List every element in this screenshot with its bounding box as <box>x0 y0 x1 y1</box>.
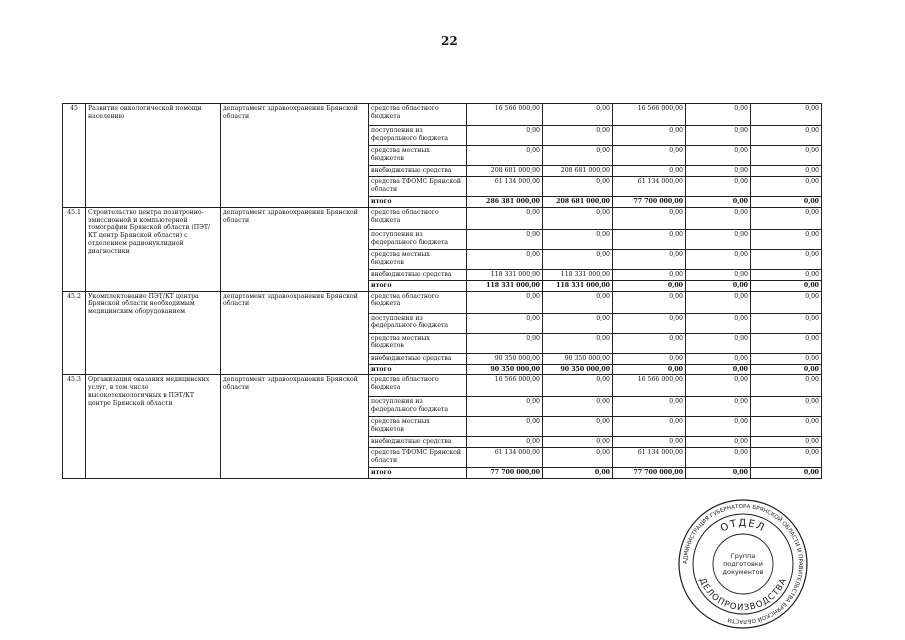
amount-cell: 0,00 <box>467 229 543 249</box>
stamp-center-line3: документов <box>722 568 764 576</box>
amount-cell: 0,00 <box>751 207 822 229</box>
amount-cell: 0,00 <box>751 229 822 249</box>
amount-cell: 0,00 <box>613 249 686 269</box>
amount-cell: 0,00 <box>467 291 543 313</box>
amount-cell: 77 700 000,00 <box>613 468 686 479</box>
item-name: Укомплектование ПЭТ/КТ центра Брянской области необходимым медицинским оборудованием <box>86 291 221 375</box>
amount-cell: 208 681 000,00 <box>543 197 613 208</box>
amount-cell: 0,00 <box>686 177 751 197</box>
table-row <box>63 104 822 126</box>
funding-source: внебюджетные средства <box>369 269 467 280</box>
amount-cell: 16 566 000,00 <box>613 104 686 126</box>
amount-cell: 0,00 <box>543 333 613 353</box>
funding-source: поступления из федерального бюджета <box>369 126 467 146</box>
amount-cell: 0,00 <box>686 375 751 397</box>
table-row <box>63 207 822 229</box>
amount-cell: 0,00 <box>751 313 822 333</box>
funding-source: средства местных бюджетов <box>369 146 467 166</box>
amount-cell: 0,00 <box>467 249 543 269</box>
amount-cell: 0,00 <box>751 448 822 468</box>
amount-cell: 0,00 <box>751 353 822 364</box>
amount-cell: 0,00 <box>613 291 686 313</box>
amount-cell: 16 566 000,00 <box>467 375 543 397</box>
amount-cell: 0,00 <box>467 146 543 166</box>
amount-cell: 118 331 000,00 <box>467 269 543 280</box>
amount-cell: 0,00 <box>686 333 751 353</box>
amount-cell: 0,00 <box>467 313 543 333</box>
amount-cell: 0,00 <box>751 280 822 291</box>
funding-source: внебюджетные средства <box>369 437 467 448</box>
amount-cell: 0,00 <box>467 397 543 417</box>
amount-cell: 0,00 <box>686 448 751 468</box>
amount-cell: 0,00 <box>686 166 751 177</box>
amount-cell: 0,00 <box>751 364 822 375</box>
amount-cell: 0,00 <box>751 375 822 397</box>
stamp-center-line2: подготовки <box>723 560 763 568</box>
stamp-center-line1: Группа <box>730 552 756 560</box>
item-executor: департамент здравоохранения Брянской области <box>221 291 369 375</box>
funding-source: средства ТФОМС Брянской области <box>369 448 467 468</box>
page-number: 22 <box>441 34 458 48</box>
amount-cell: 0,00 <box>613 166 686 177</box>
amount-cell: 16 566 000,00 <box>467 104 543 126</box>
amount-cell: 0,00 <box>613 126 686 146</box>
amount-cell: 0,00 <box>543 448 613 468</box>
amount-cell: 0,00 <box>467 417 543 437</box>
item-number: 45.2 <box>63 291 86 375</box>
amount-cell: 61 134 000,00 <box>613 177 686 197</box>
funding-source: итого <box>369 468 467 479</box>
amount-cell: 0,00 <box>686 468 751 479</box>
amount-cell: 0,00 <box>543 468 613 479</box>
amount-cell: 0,00 <box>751 333 822 353</box>
amount-cell: 0,00 <box>686 197 751 208</box>
funding-source: средства областного бюджета <box>369 375 467 397</box>
amount-cell: 0,00 <box>686 417 751 437</box>
amount-cell: 0,00 <box>543 437 613 448</box>
amount-cell: 0,00 <box>686 353 751 364</box>
amount-cell: 0,00 <box>613 313 686 333</box>
budget-table <box>62 103 822 479</box>
item-number: 45 <box>63 104 86 208</box>
funding-source: средства областного бюджета <box>369 291 467 313</box>
amount-cell: 118 331 000,00 <box>543 280 613 291</box>
amount-cell: 0,00 <box>543 397 613 417</box>
amount-cell: 0,00 <box>543 375 613 397</box>
amount-cell: 0,00 <box>613 229 686 249</box>
amount-cell: 0,00 <box>686 146 751 166</box>
amount-cell: 0,00 <box>467 207 543 229</box>
amount-cell: 0,00 <box>613 364 686 375</box>
amount-cell: 0,00 <box>543 313 613 333</box>
amount-cell: 0,00 <box>686 364 751 375</box>
item-number: 45.3 <box>63 375 86 479</box>
funding-source: поступления из федерального бюджета <box>369 313 467 333</box>
amount-cell: 77 700 000,00 <box>613 197 686 208</box>
amount-cell: 0,00 <box>543 249 613 269</box>
amount-cell: 0,00 <box>686 269 751 280</box>
table-row <box>63 375 822 397</box>
funding-source: средства местных бюджетов <box>369 417 467 437</box>
item-name: Организация оказания медицинских услуг, в том числе высокотехнологичных в ПЭТ/КТ центре Брянской области <box>86 375 221 479</box>
funding-source: итого <box>369 280 467 291</box>
amount-cell: 0,00 <box>751 146 822 166</box>
amount-cell: 0,00 <box>751 249 822 269</box>
amount-cell: 0,00 <box>686 126 751 146</box>
funding-source: внебюджетные средства <box>369 166 467 177</box>
amount-cell: 0,00 <box>686 437 751 448</box>
amount-cell: 0,00 <box>751 437 822 448</box>
item-executor: департамент здравоохранения Брянской области <box>221 104 369 208</box>
item-number: 45.1 <box>63 207 86 291</box>
funding-source: итого <box>369 364 467 375</box>
amount-cell: 77 700 000,00 <box>467 468 543 479</box>
item-name: Строительство центра позитронно-эмиссионной и компьютерной томографии Брянской области (ПЭТ/КТ центр Брянской области) с отделением радионуклидной диагностики <box>86 207 221 291</box>
amount-cell: 118 331 000,00 <box>467 280 543 291</box>
amount-cell: 0,00 <box>467 333 543 353</box>
amount-cell: 0,00 <box>613 207 686 229</box>
amount-cell: 0,00 <box>686 397 751 417</box>
amount-cell: 0,00 <box>543 177 613 197</box>
amount-cell: 0,00 <box>751 269 822 280</box>
funding-source: средства областного бюджета <box>369 207 467 229</box>
amount-cell: 0,00 <box>686 249 751 269</box>
amount-cell: 0,00 <box>686 280 751 291</box>
amount-cell: 90 350 000,00 <box>543 364 613 375</box>
amount-cell: 0,00 <box>467 126 543 146</box>
amount-cell: 0,00 <box>467 437 543 448</box>
amount-cell: 0,00 <box>751 126 822 146</box>
amount-cell: 0,00 <box>613 146 686 166</box>
funding-source: итого <box>369 197 467 208</box>
amount-cell: 0,00 <box>751 197 822 208</box>
amount-cell: 0,00 <box>686 207 751 229</box>
funding-source: средства ТФОМС Брянской области <box>369 177 467 197</box>
amount-cell: 0,00 <box>613 353 686 364</box>
table-row <box>63 291 822 313</box>
amount-cell: 208 681 000,00 <box>467 166 543 177</box>
amount-cell: 90 350 000,00 <box>467 364 543 375</box>
item-executor: департамент здравоохранения Брянской области <box>221 207 369 291</box>
funding-source: средства местных бюджетов <box>369 249 467 269</box>
stamp-outer-text: АДМИНИСТРАЦИЯ ГУБЕРНАТОРА БРЯНСКОЙ ОБЛАСТИ И ПРАВИТЕЛЬСТВА БРЯНСКОЙ ОБЛАСТИ <box>682 503 804 625</box>
amount-cell: 286 381 000,00 <box>467 197 543 208</box>
funding-source: внебюджетные средства <box>369 353 467 364</box>
funding-source: средства местных бюджетов <box>369 333 467 353</box>
stamp-department-top: ОТДЕЛ <box>718 517 768 535</box>
funding-source: поступления из федерального бюджета <box>369 397 467 417</box>
amount-cell: 0,00 <box>686 229 751 249</box>
amount-cell: 0,00 <box>613 397 686 417</box>
amount-cell: 0,00 <box>751 177 822 197</box>
amount-cell: 0,00 <box>751 104 822 126</box>
amount-cell: 61 134 000,00 <box>613 448 686 468</box>
amount-cell: 90 350 000,00 <box>543 353 613 364</box>
amount-cell: 0,00 <box>751 166 822 177</box>
funding-source: средства областного бюджета <box>369 104 467 126</box>
amount-cell: 0,00 <box>613 269 686 280</box>
amount-cell: 0,00 <box>613 437 686 448</box>
amount-cell: 0,00 <box>751 468 822 479</box>
amount-cell: 0,00 <box>543 207 613 229</box>
amount-cell: 90 350 000,00 <box>467 353 543 364</box>
amount-cell: 118 331 000,00 <box>543 269 613 280</box>
amount-cell: 0,00 <box>751 291 822 313</box>
amount-cell: 0,00 <box>543 417 613 437</box>
amount-cell: 208 681 000,00 <box>543 166 613 177</box>
amount-cell: 0,00 <box>543 126 613 146</box>
amount-cell: 0,00 <box>613 280 686 291</box>
amount-cell: 61 134 000,00 <box>467 177 543 197</box>
amount-cell: 0,00 <box>751 397 822 417</box>
amount-cell: 0,00 <box>686 291 751 313</box>
amount-cell: 0,00 <box>543 146 613 166</box>
funding-source: поступления из федерального бюджета <box>369 229 467 249</box>
amount-cell: 0,00 <box>613 417 686 437</box>
item-name: Развитие онкологической помощи населению <box>86 104 221 208</box>
office-stamp <box>677 498 809 630</box>
amount-cell: 0,00 <box>543 104 613 126</box>
amount-cell: 0,00 <box>543 291 613 313</box>
amount-cell: 0,00 <box>543 229 613 249</box>
amount-cell: 0,00 <box>686 104 751 126</box>
amount-cell: 0,00 <box>751 417 822 437</box>
amount-cell: 16 566 000,00 <box>613 375 686 397</box>
item-executor: департамент здравоохранения Брянской области <box>221 375 369 479</box>
stamp-department-bottom: ДЕЛОПРОИЗВОДСТВА <box>696 576 790 614</box>
amount-cell: 0,00 <box>613 333 686 353</box>
amount-cell: 61 134 000,00 <box>467 448 543 468</box>
amount-cell: 0,00 <box>686 313 751 333</box>
